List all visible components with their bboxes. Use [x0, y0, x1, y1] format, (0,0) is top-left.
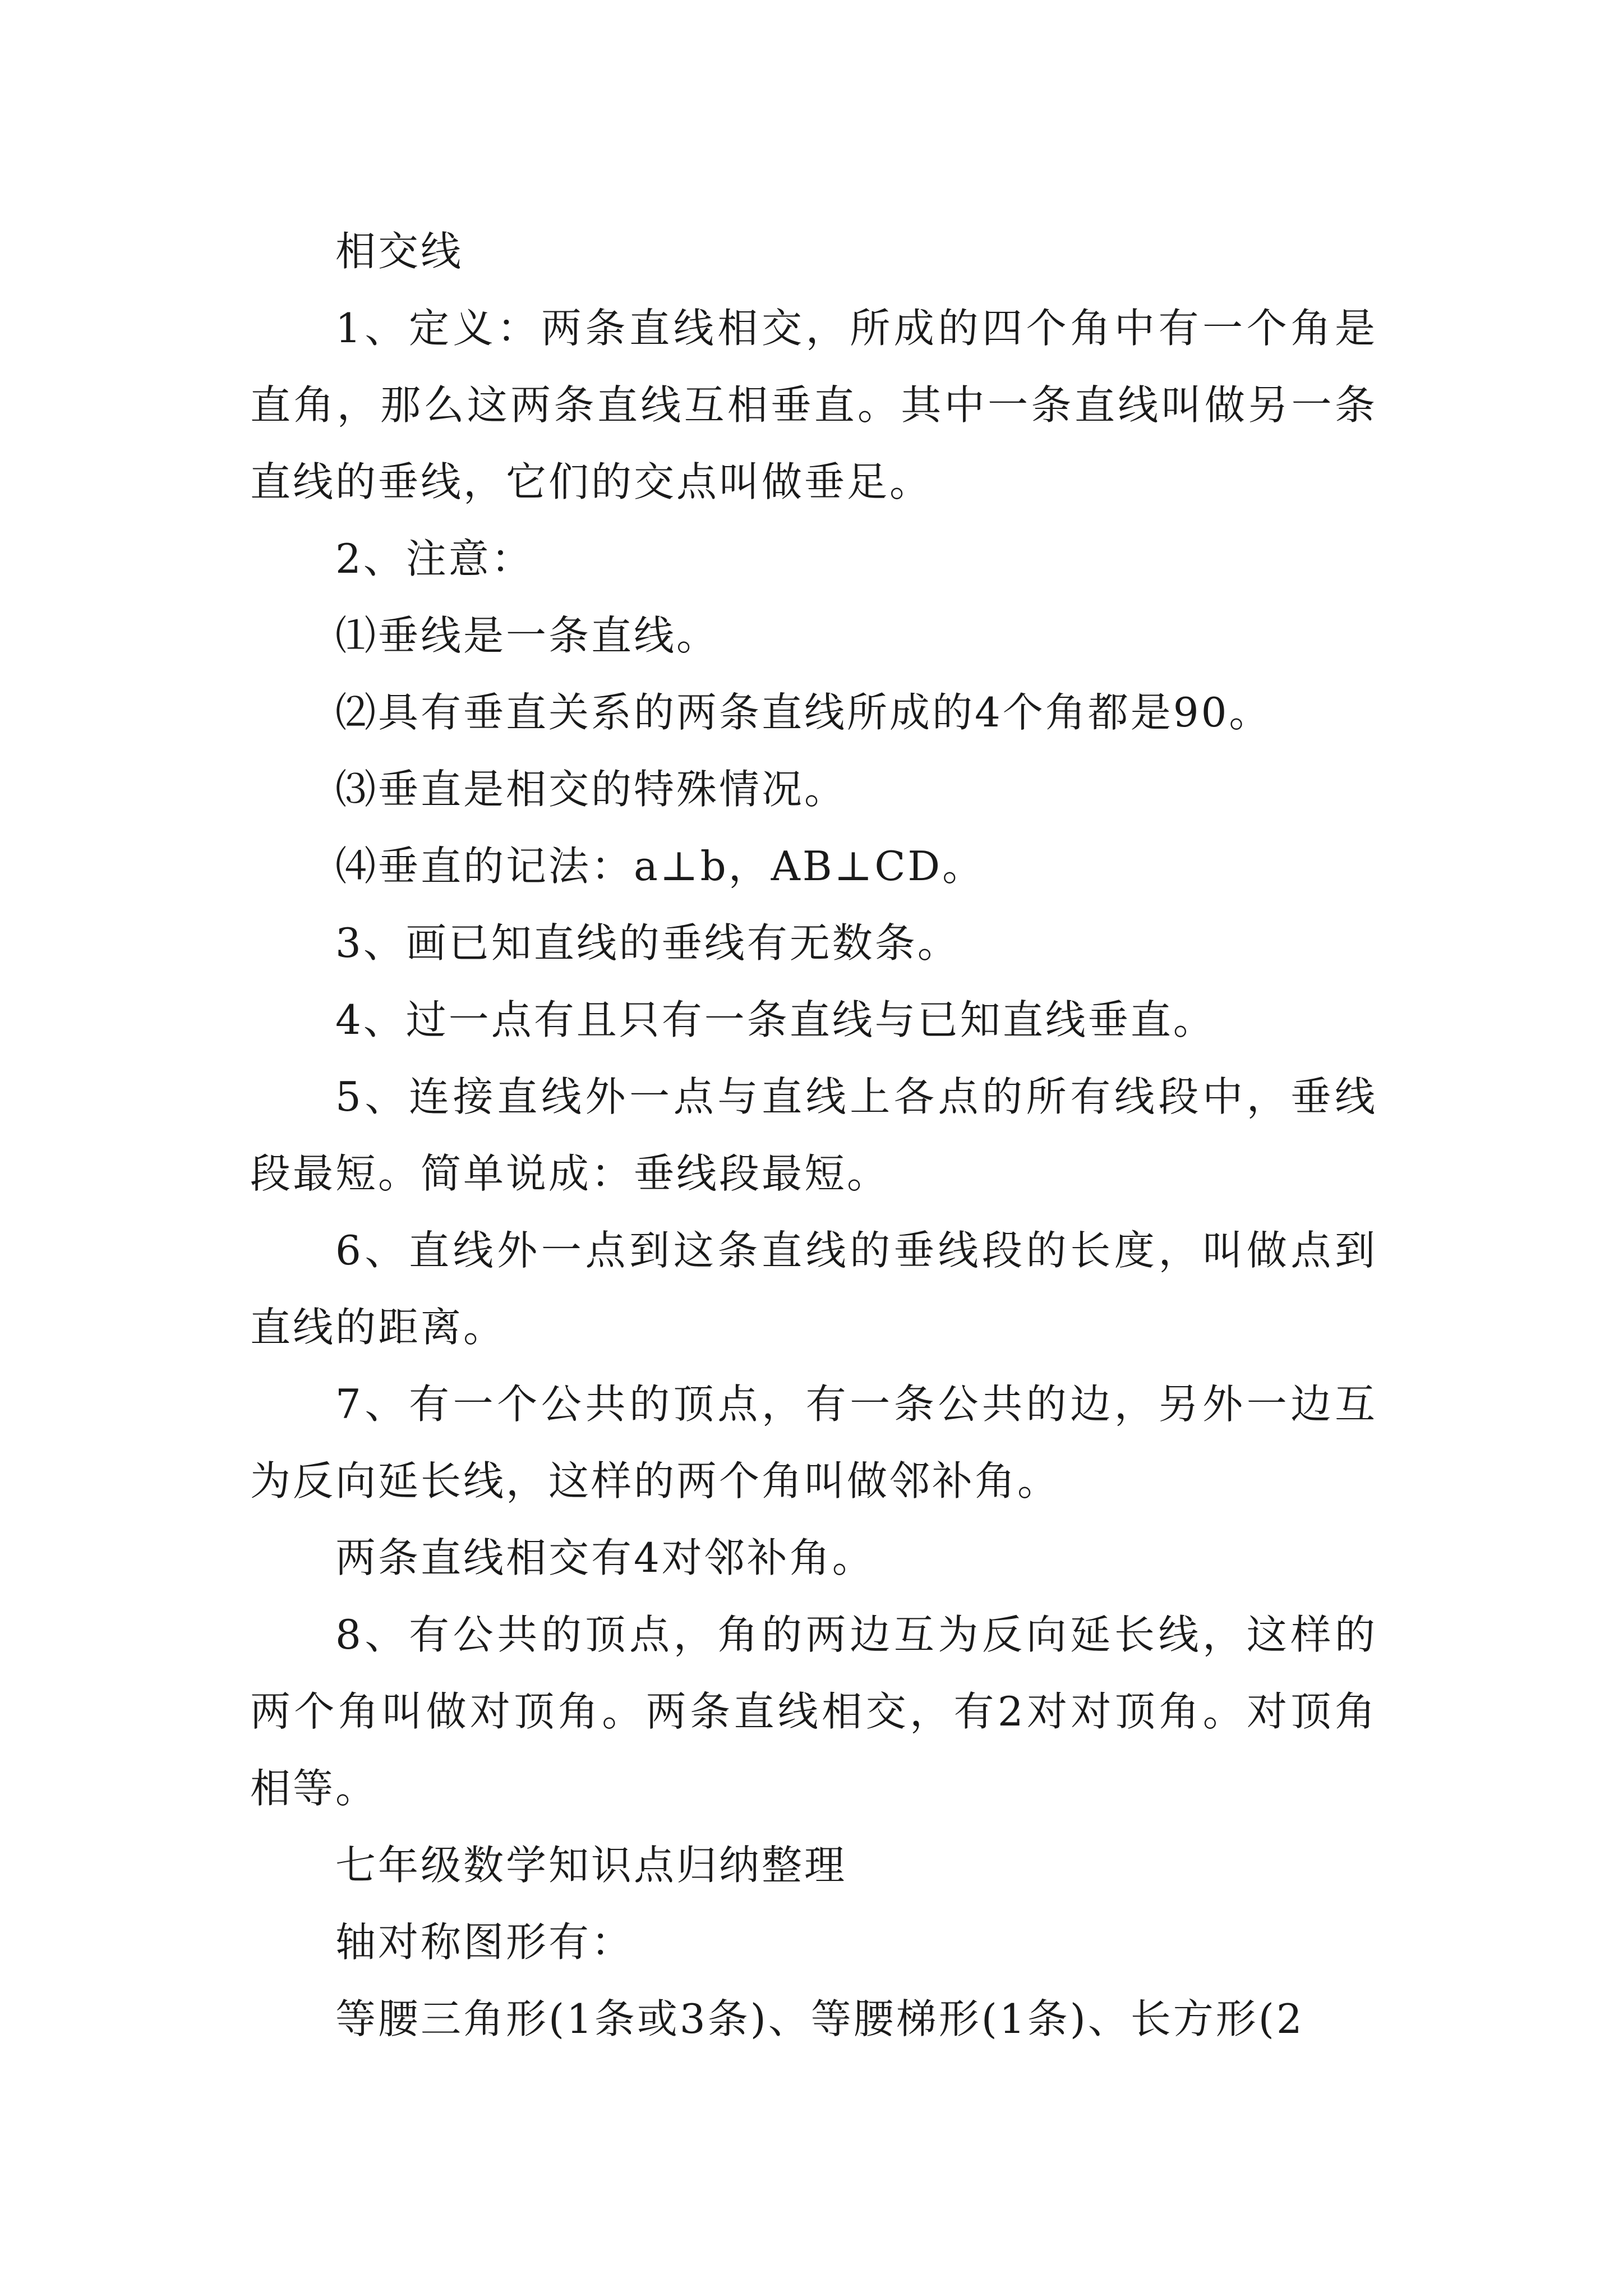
paragraph-item-5: 5、连接直线外一点与直线上各点的所有线段中，垂线段最短。简单说成：垂线段最短。 [250, 1073, 1377, 1197]
paragraph-axis-symmetry: 轴对称图形有： [335, 1918, 634, 1966]
paragraph-item-8: 8、有公共的顶点，角的两边互为反向延长线，这样的两个角叫做对顶角。两条直线相交，有2对对顶角。对顶角相等。 [250, 1611, 1377, 1812]
paragraph-note-2: ⑵具有垂直关系的两条直线所成的4个角都是90。 [335, 689, 1272, 736]
paragraph-note-1: ⑴垂线是一条直线。 [335, 612, 720, 659]
section-heading: 相交线 [335, 228, 464, 275]
paragraph-symmetric-shapes: 等腰三角形(1条或3条)、等腰梯形(1条)、长方形(2 [335, 1995, 1304, 2042]
paragraph-item-6: 6、直线外一点到这条直线的垂线段的长度，叫做点到直线的距离。 [250, 1227, 1377, 1351]
paragraph-item-7: 7、有一个公共的顶点，有一条公共的边，另外一边互为反向延长线，这样的两个角叫做邻补角。 [250, 1381, 1377, 1504]
paragraph-note-heading: 2、注意： [335, 535, 534, 582]
paragraph-adjacent-angles: 两条直线相交有4对邻补角。 [335, 1534, 875, 1581]
paragraph-note-3: ⑶垂直是相交的特殊情况。 [335, 766, 847, 813]
paragraph-definition: 1、定义：两条直线相交，所成的四个角中有一个角是直角，那么这两条直线互相垂直。其中一条直线叫做另一条直线的垂线，它们的交点叫做垂足。 [250, 305, 1377, 505]
document-body [250, 213, 1377, 2058]
paragraph-note-4: ⑷垂直的记法：a⊥b，AB⊥CD。 [335, 843, 985, 890]
section-heading-summary: 七年级数学知识点归纳整理 [335, 1842, 847, 1889]
paragraph-item-3: 3、画已知直线的垂线有无数条。 [335, 919, 960, 967]
paragraph-item-4: 4、过一点有且只有一条直线与已知直线垂直。 [335, 996, 1216, 1043]
